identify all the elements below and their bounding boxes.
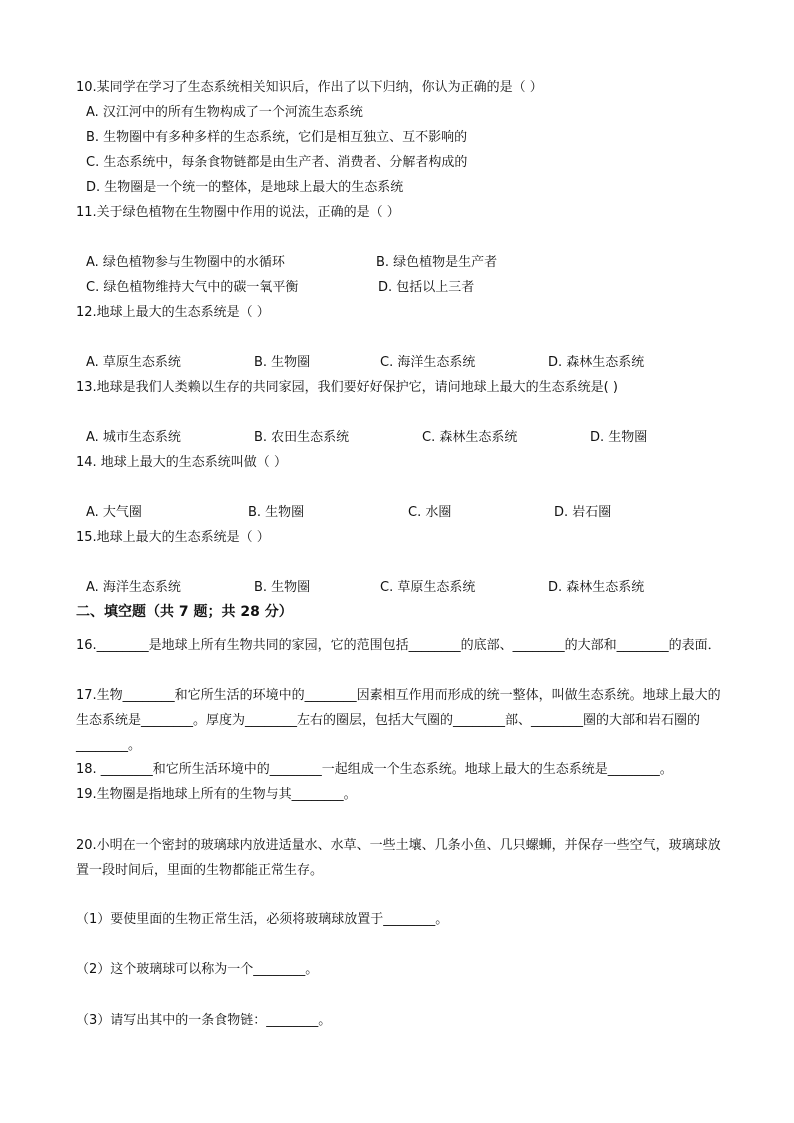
q12-option-a: A. 草原生态系统 [86, 355, 181, 370]
q12-option-d: D. 森林生态系统 [548, 355, 645, 370]
q14-option-b: B. 生物圈 [248, 505, 305, 520]
q10-option-d: D. 生物圈是一个统一的整体，是地球上最大的生态系统 [86, 180, 404, 195]
q13-option-b: B. 农田生态系统 [254, 430, 350, 445]
q18-text: 18. ________和它所生活环境中的________一起组成一个生态系统。地球上最大的生态系统是________。 [76, 762, 673, 777]
q11-option-c: C. 绿色植物维持大气中的碳一氧平衡 [86, 280, 299, 295]
q13-option-a: A. 城市生态系统 [86, 430, 181, 445]
q12-options-row [0, 355, 794, 371]
q10-option-a: A. 汉江河中的所有生物构成了一个河流生态系统 [86, 105, 363, 120]
q19-text: 19.生物圈是指地球上所有的生物与其________。 [76, 787, 357, 802]
q10-option-c: C. 生态系统中，每条食物链都是由生产者、消费者、分解者构成的 [86, 155, 468, 170]
q15-option-c: C. 草原生态系统 [380, 580, 476, 595]
q13-stem: 13.地球是我们人类赖以生存的共同家园，我们要好好保护它，请问地球上最大的生态系统是( ) [76, 380, 618, 395]
q15-option-b: B. 生物圈 [254, 580, 311, 595]
q14-options-row [0, 505, 794, 521]
q14-option-c: C. 水圈 [408, 505, 452, 520]
q13-options-row [0, 430, 794, 446]
q12-option-c: C. 海洋生态系统 [380, 355, 476, 370]
q11-stem: 11.关于绿色植物在生物圈中作用的说法，正确的是（ ） [76, 205, 400, 220]
q20-sub1: （1）要使里面的生物正常生活，必须将玻璃球放置于________。 [76, 912, 449, 927]
q12-option-b: B. 生物圈 [254, 355, 311, 370]
q15-options-row [0, 580, 794, 596]
q11-options-row-1 [0, 255, 794, 271]
q13-option-c: C. 森林生态系统 [422, 430, 518, 445]
q11-option-a: A. 绿色植物参与生物圈中的水循环 [86, 255, 285, 270]
q11-options-row-2 [0, 280, 794, 296]
q16-text: 16.________是地球上所有生物共同的家园，它的范围包括________的底部、________的大部和________的表面． [76, 638, 721, 653]
q14-option-d: D. 岩石圈 [554, 505, 612, 520]
q20-sub2: （2）这个玻璃球可以称为一个________。 [76, 962, 319, 977]
q11-option-b: B. 绿色植物是生产者 [376, 255, 498, 270]
q11-option-d: D. 包括以上三者 [378, 280, 475, 295]
q17-text: 17.生物________和它所生活的环境中的________因素相互作用而形成的统一整体，叫做生态系统。地球上最大的生态系统是________。厚度为________左右的圈层，包括大气圈的________部、________圈的大部和岩石圈的________。 [76, 688, 721, 753]
q20-sub3: （3）请写出其中的一条食物链：________。 [76, 1013, 332, 1028]
q13-option-d: D. 生物圈 [590, 430, 648, 445]
q14-stem: 14. 地球上最大的生态系统叫做（ ） [76, 455, 287, 470]
q20-stem: 20.小明在一个密封的玻璃球内放进适量水、水草、一些土壤、几条小鱼、几只螺蛳，并保存一些空气，玻璃球放置一段时间后，里面的生物都能正常生存。 [76, 838, 721, 878]
section-2-title: 二、填空题（共 7 题；共 28 分） [76, 604, 293, 620]
q10-option-b: B. 生物圈中有多种多样的生态系统，它们是相互独立、互不影响的 [86, 130, 468, 145]
q14-option-a: A. 大气圈 [86, 505, 142, 520]
q15-option-a: A. 海洋生态系统 [86, 580, 181, 595]
q15-option-d: D. 森林生态系统 [548, 580, 645, 595]
q10-stem: 10.某同学在学习了生态系统相关知识后，作出了以下归纳，你认为正确的是（ ） [76, 80, 543, 95]
q12-stem: 12.地球上最大的生态系统是（ ） [76, 305, 270, 320]
q15-stem: 15.地球上最大的生态系统是（ ） [76, 530, 270, 545]
